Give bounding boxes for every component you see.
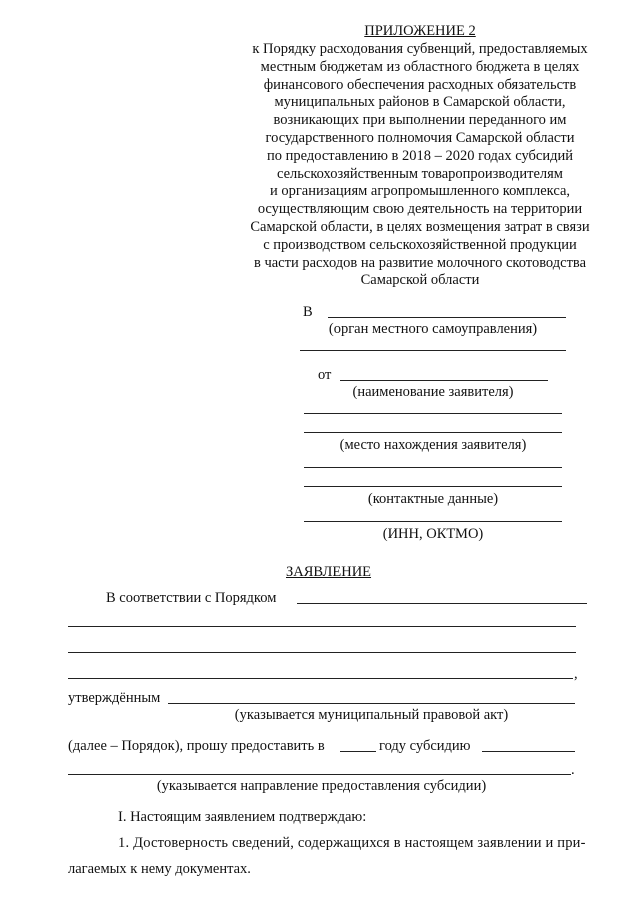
appendix-line: финансового обеспечения расходных обязательств — [263, 76, 577, 93]
item-1-line-1: 1. Достоверность сведений, содержащихся в настоящем заявлении и при- — [118, 835, 586, 851]
name-caption: (наименование заявителя) — [352, 384, 514, 400]
contacts-caption: (контактные данные) — [367, 491, 499, 507]
item-1-line-2: лагаемых к нему документах. — [68, 861, 251, 877]
appendix-line: Самарской области — [360, 272, 480, 289]
order-line-2 — [68, 626, 576, 627]
name-line-3 — [304, 432, 562, 433]
to-caption: (орган местного самоуправления) — [328, 321, 538, 337]
contacts-line — [304, 521, 562, 522]
statement-title: ЗАЯВЛЕНИЕ — [286, 564, 372, 580]
request-text-1: (далее – Порядок), прошу предоставить в — [68, 738, 325, 754]
order-line-1 — [297, 603, 587, 604]
appendix-line: государственного полномочия Самарской области — [265, 130, 575, 146]
direction-caption: (указывается направление предоставления субсидии) — [156, 778, 487, 794]
appendix-title: ПРИЛОЖЕНИЕ 2 — [364, 23, 476, 39]
inn-caption: (ИНН, ОКТМО) — [382, 526, 484, 542]
year-line — [340, 751, 376, 752]
to-prefix: В — [303, 304, 313, 320]
appendix-line: в части расходов на развитие молочного скотоводства — [253, 254, 587, 271]
from-prefix: от — [318, 367, 332, 383]
appendix-line: местным бюджетам из областного бюджета в целях — [260, 58, 580, 75]
approved-line — [168, 703, 575, 704]
appendix-line: Самарской области, в целях возмещения затрат в связи — [250, 219, 590, 235]
request-text-2: году субсидию — [379, 738, 471, 754]
order-line-4 — [68, 678, 573, 679]
appendix-line: с производством сельскохозяйственной продукции — [263, 236, 577, 253]
from-line — [340, 380, 548, 381]
appendix-line: возникающих при выполнении переданного им — [273, 112, 567, 129]
subsidy-line — [482, 751, 575, 752]
direction-line — [68, 774, 571, 775]
appendix-line: по предоставлению в 2018 – 2020 годах субсидий — [266, 147, 574, 164]
approved-text: утверждённым — [68, 690, 161, 706]
appendix-line: и организациям агропромышленного комплекса, — [269, 183, 571, 200]
to-line — [328, 317, 566, 318]
location-line-2 — [304, 486, 562, 487]
appendix-line: осуществляющим свою деятельность на территории — [257, 201, 583, 218]
section-1-heading: I. Настоящим заявлением подтверждаю: — [118, 809, 367, 825]
location-line-1 — [304, 467, 562, 468]
name-line-2 — [304, 413, 562, 414]
to-line-2 — [300, 350, 566, 351]
appendix-line: сельскохозяйственным товаропроизводителям — [277, 165, 563, 182]
in-accordance-text: В соответствии с Порядком — [106, 590, 277, 606]
appendix-line: к Порядку расходования субвенций, предоставляемых — [252, 41, 588, 57]
order-comma: , — [574, 666, 578, 682]
direction-period: . — [571, 762, 575, 778]
appendix-line: муниципальных районов в Самарской области, — [274, 94, 566, 111]
order-line-3 — [68, 652, 576, 653]
location-caption: (место нахождения заявителя) — [339, 437, 527, 453]
approved-caption: (указывается муниципальный правовой акт) — [234, 707, 509, 723]
